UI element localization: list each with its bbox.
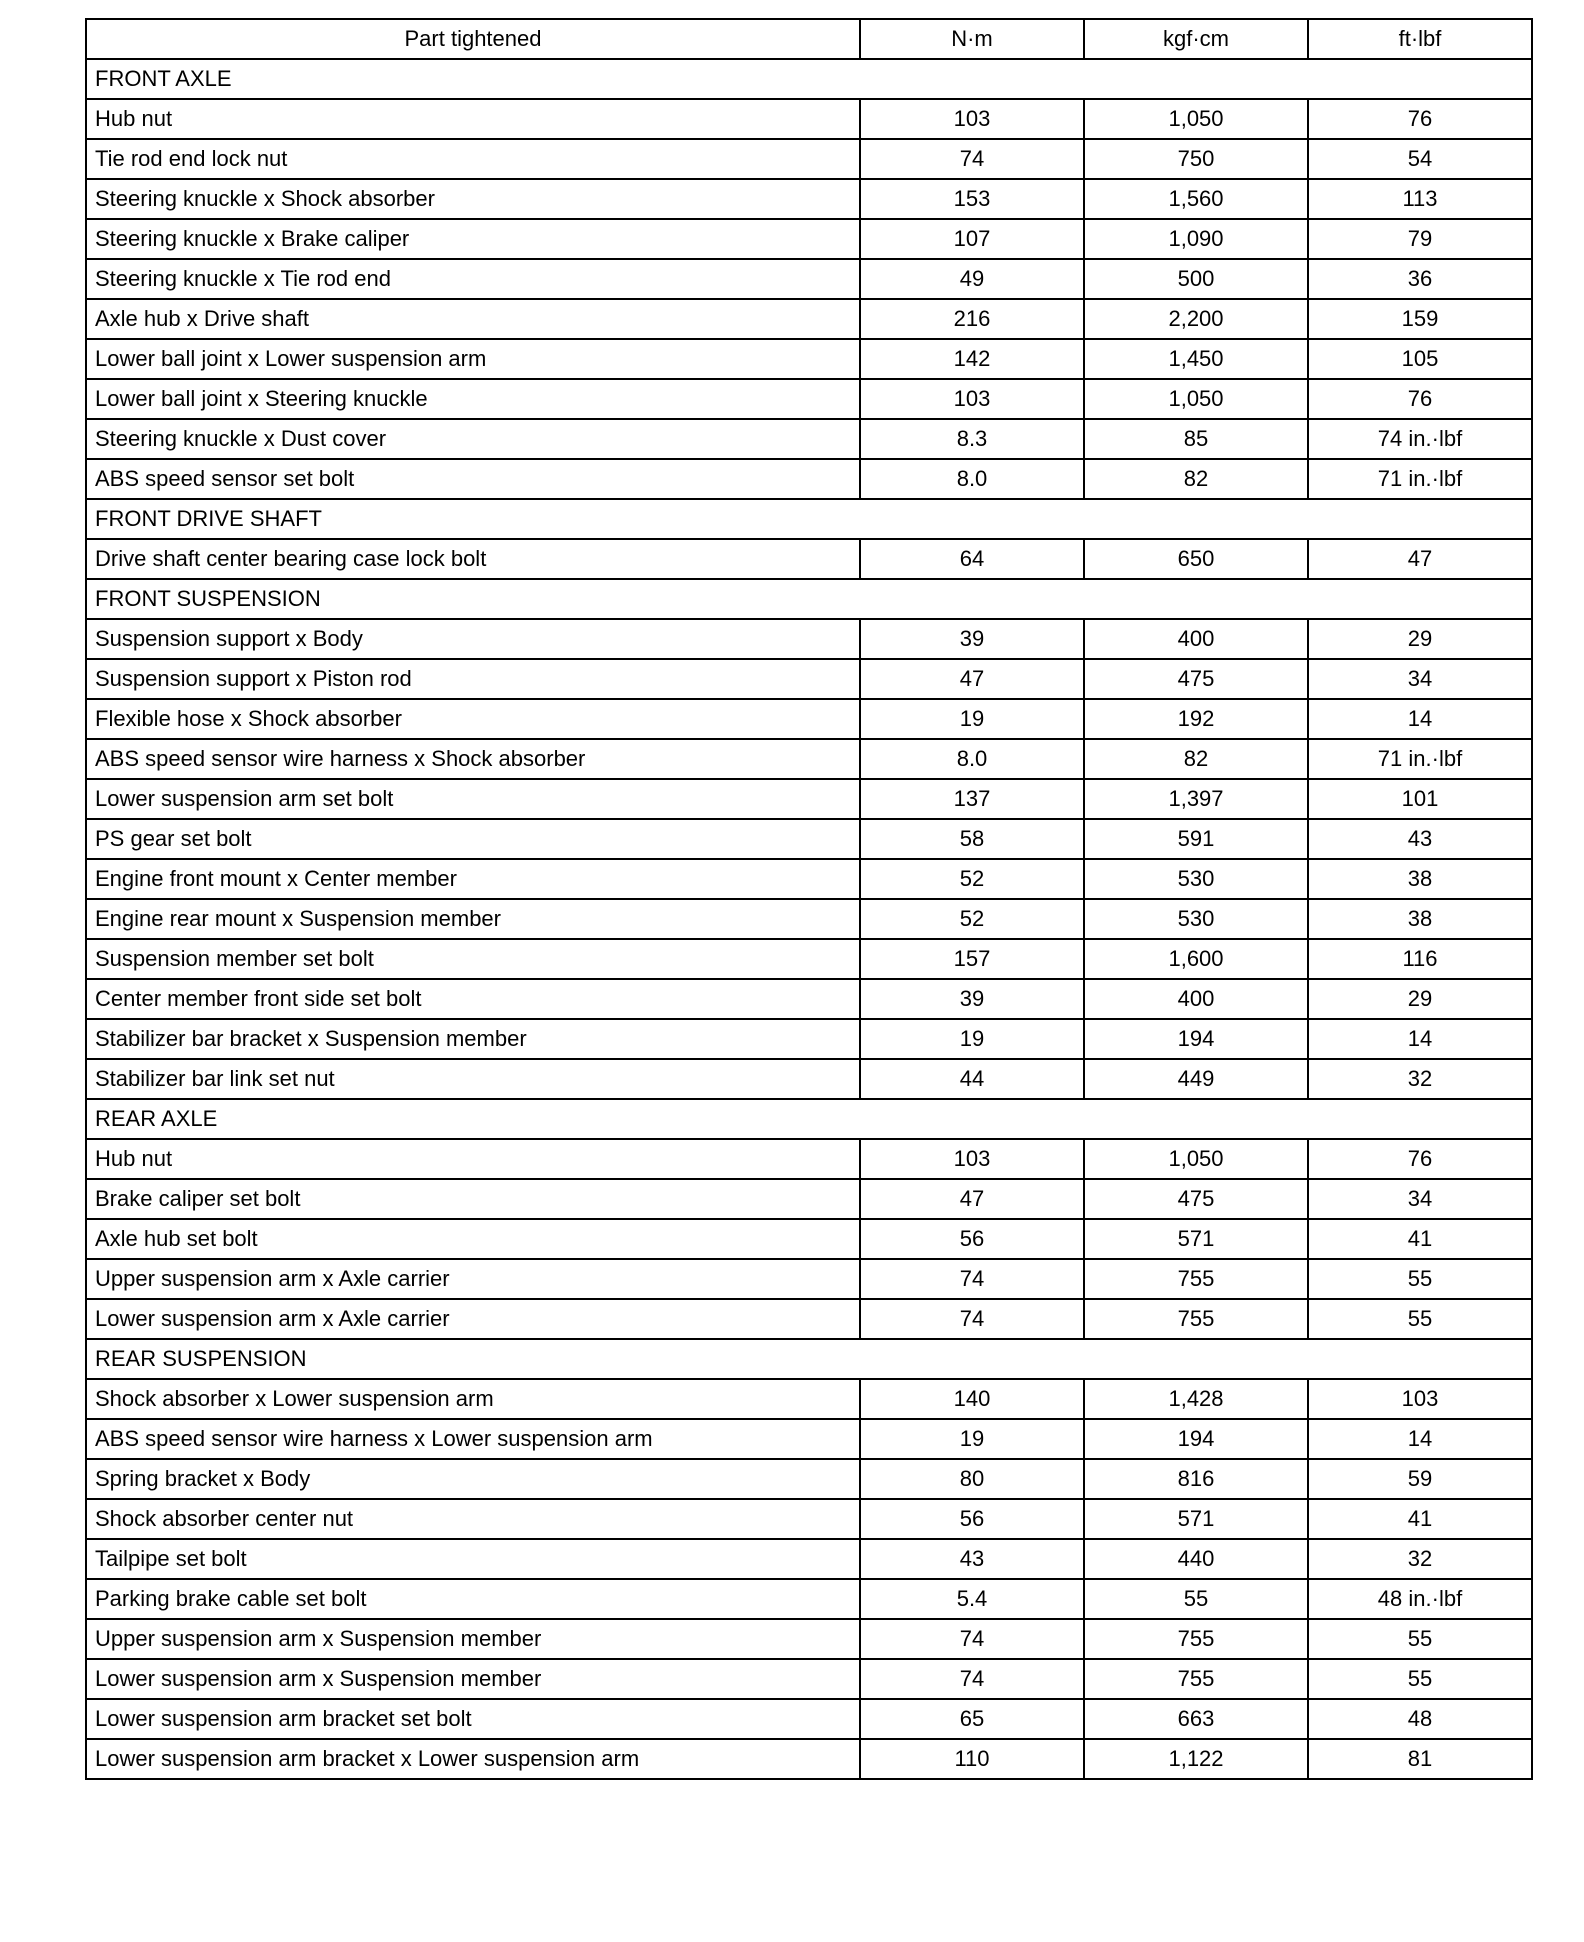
nm-cell: 80 bbox=[860, 1459, 1084, 1499]
ft-cell: 55 bbox=[1308, 1659, 1532, 1699]
kgf-cell: 440 bbox=[1084, 1539, 1308, 1579]
ft-cell: 76 bbox=[1308, 99, 1532, 139]
kgf-cell: 85 bbox=[1084, 419, 1308, 459]
table-row bbox=[86, 739, 1532, 779]
kgf-cell: 755 bbox=[1084, 1659, 1308, 1699]
section-row bbox=[86, 1339, 1532, 1379]
part-cell: Axle hub x Drive shaft bbox=[86, 299, 860, 339]
table-row bbox=[86, 1539, 1532, 1579]
nm-cell: 47 bbox=[860, 659, 1084, 699]
ft-cell: 32 bbox=[1308, 1059, 1532, 1099]
kgf-cell: 1,397 bbox=[1084, 779, 1308, 819]
part-cell: Stabilizer bar bracket x Suspension member bbox=[86, 1019, 860, 1059]
kgf-cell: 1,600 bbox=[1084, 939, 1308, 979]
table-row bbox=[86, 1259, 1532, 1299]
ft-cell: 41 bbox=[1308, 1219, 1532, 1259]
section-title: REAR AXLE bbox=[86, 1099, 1532, 1139]
table-row bbox=[86, 1619, 1532, 1659]
nm-cell: 110 bbox=[860, 1739, 1084, 1779]
kgf-cell: 530 bbox=[1084, 859, 1308, 899]
table-row bbox=[86, 339, 1532, 379]
section-row bbox=[86, 579, 1532, 619]
table-row bbox=[86, 1739, 1532, 1779]
part-cell: Tie rod end lock nut bbox=[86, 139, 860, 179]
kgf-cell: 755 bbox=[1084, 1619, 1308, 1659]
ft-cell: 14 bbox=[1308, 1419, 1532, 1459]
ft-cell: 54 bbox=[1308, 139, 1532, 179]
part-cell: Stabilizer bar link set nut bbox=[86, 1059, 860, 1099]
table-header-row bbox=[86, 19, 1532, 59]
nm-cell: 74 bbox=[860, 139, 1084, 179]
nm-cell: 140 bbox=[860, 1379, 1084, 1419]
section-title: FRONT AXLE bbox=[86, 59, 1532, 99]
table-row bbox=[86, 979, 1532, 1019]
nm-cell: 49 bbox=[860, 259, 1084, 299]
kgf-cell: 2,200 bbox=[1084, 299, 1308, 339]
part-cell: Steering knuckle x Dust cover bbox=[86, 419, 860, 459]
torque-spec-table bbox=[85, 18, 1533, 1780]
nm-cell: 74 bbox=[860, 1619, 1084, 1659]
table-row bbox=[86, 259, 1532, 299]
kgf-cell: 663 bbox=[1084, 1699, 1308, 1739]
table-row bbox=[86, 819, 1532, 859]
ft-cell: 76 bbox=[1308, 1139, 1532, 1179]
ft-cell: 34 bbox=[1308, 1179, 1532, 1219]
table-row bbox=[86, 1699, 1532, 1739]
section-row bbox=[86, 1099, 1532, 1139]
nm-cell: 39 bbox=[860, 979, 1084, 1019]
table-row bbox=[86, 1379, 1532, 1419]
part-cell: Engine front mount x Center member bbox=[86, 859, 860, 899]
ft-cell: 71 in.·lbf bbox=[1308, 459, 1532, 499]
kgf-cell: 500 bbox=[1084, 259, 1308, 299]
part-cell: Lower ball joint x Lower suspension arm bbox=[86, 339, 860, 379]
ft-cell: 59 bbox=[1308, 1459, 1532, 1499]
kgf-cell: 530 bbox=[1084, 899, 1308, 939]
table-row bbox=[86, 1019, 1532, 1059]
kgf-cell: 1,090 bbox=[1084, 219, 1308, 259]
part-cell: Steering knuckle x Tie rod end bbox=[86, 259, 860, 299]
ft-cell: 29 bbox=[1308, 619, 1532, 659]
table-row bbox=[86, 899, 1532, 939]
table-row bbox=[86, 179, 1532, 219]
nm-cell: 216 bbox=[860, 299, 1084, 339]
table-row bbox=[86, 1299, 1532, 1339]
part-cell: Tailpipe set bolt bbox=[86, 1539, 860, 1579]
kgf-cell: 400 bbox=[1084, 979, 1308, 1019]
kgf-cell: 1,450 bbox=[1084, 339, 1308, 379]
nm-cell: 52 bbox=[860, 859, 1084, 899]
part-cell: ABS speed sensor wire harness x Lower suspension arm bbox=[86, 1419, 860, 1459]
table-row bbox=[86, 1659, 1532, 1699]
part-cell: Lower suspension arm x Suspension member bbox=[86, 1659, 860, 1699]
ft-cell: 101 bbox=[1308, 779, 1532, 819]
part-cell: Lower suspension arm x Axle carrier bbox=[86, 1299, 860, 1339]
nm-cell: 52 bbox=[860, 899, 1084, 939]
table-row bbox=[86, 1179, 1532, 1219]
nm-cell: 56 bbox=[860, 1499, 1084, 1539]
ft-cell: 159 bbox=[1308, 299, 1532, 339]
table-row bbox=[86, 1579, 1532, 1619]
table-row bbox=[86, 1219, 1532, 1259]
ft-cell: 29 bbox=[1308, 979, 1532, 1019]
ft-cell: 48 in.·lbf bbox=[1308, 1579, 1532, 1619]
kgf-cell: 755 bbox=[1084, 1259, 1308, 1299]
ft-cell: 81 bbox=[1308, 1739, 1532, 1779]
ft-cell: 105 bbox=[1308, 339, 1532, 379]
ft-cell: 116 bbox=[1308, 939, 1532, 979]
part-cell: Steering knuckle x Shock absorber bbox=[86, 179, 860, 219]
part-cell: Upper suspension arm x Axle carrier bbox=[86, 1259, 860, 1299]
kgf-cell: 192 bbox=[1084, 699, 1308, 739]
nm-cell: 103 bbox=[860, 1139, 1084, 1179]
table-row bbox=[86, 1139, 1532, 1179]
kgf-cell: 816 bbox=[1084, 1459, 1308, 1499]
part-cell: Drive shaft center bearing case lock bolt bbox=[86, 539, 860, 579]
kgf-cell: 475 bbox=[1084, 659, 1308, 699]
table-row bbox=[86, 139, 1532, 179]
part-cell: Shock absorber center nut bbox=[86, 1499, 860, 1539]
kgf-cell: 194 bbox=[1084, 1019, 1308, 1059]
part-cell: Center member front side set bolt bbox=[86, 979, 860, 1019]
ft-cell: 79 bbox=[1308, 219, 1532, 259]
part-cell: Steering knuckle x Brake caliper bbox=[86, 219, 860, 259]
section-title: FRONT SUSPENSION bbox=[86, 579, 1532, 619]
nm-cell: 19 bbox=[860, 1419, 1084, 1459]
part-cell: Suspension support x Piston rod bbox=[86, 659, 860, 699]
header-ft: ft·lbf bbox=[1308, 19, 1532, 59]
kgf-cell: 400 bbox=[1084, 619, 1308, 659]
section-row bbox=[86, 59, 1532, 99]
nm-cell: 107 bbox=[860, 219, 1084, 259]
kgf-cell: 571 bbox=[1084, 1219, 1308, 1259]
nm-cell: 5.4 bbox=[860, 1579, 1084, 1619]
header-nm: N·m bbox=[860, 19, 1084, 59]
part-cell: ABS speed sensor wire harness x Shock absorber bbox=[86, 739, 860, 779]
part-cell: ABS speed sensor set bolt bbox=[86, 459, 860, 499]
ft-cell: 55 bbox=[1308, 1259, 1532, 1299]
section-row bbox=[86, 499, 1532, 539]
part-cell: Lower suspension arm set bolt bbox=[86, 779, 860, 819]
ft-cell: 103 bbox=[1308, 1379, 1532, 1419]
part-cell: PS gear set bolt bbox=[86, 819, 860, 859]
section-title: FRONT DRIVE SHAFT bbox=[86, 499, 1532, 539]
table-row bbox=[86, 379, 1532, 419]
header-kgf: kgf·cm bbox=[1084, 19, 1308, 59]
kgf-cell: 1,050 bbox=[1084, 1139, 1308, 1179]
kgf-cell: 750 bbox=[1084, 139, 1308, 179]
table-row bbox=[86, 1059, 1532, 1099]
table-row bbox=[86, 219, 1532, 259]
part-cell: Suspension member set bolt bbox=[86, 939, 860, 979]
ft-cell: 41 bbox=[1308, 1499, 1532, 1539]
part-cell: Shock absorber x Lower suspension arm bbox=[86, 1379, 860, 1419]
table-row bbox=[86, 1459, 1532, 1499]
part-cell: Brake caliper set bolt bbox=[86, 1179, 860, 1219]
part-cell: Upper suspension arm x Suspension member bbox=[86, 1619, 860, 1659]
kgf-cell: 571 bbox=[1084, 1499, 1308, 1539]
part-cell: Suspension support x Body bbox=[86, 619, 860, 659]
ft-cell: 113 bbox=[1308, 179, 1532, 219]
table-row bbox=[86, 419, 1532, 459]
nm-cell: 8.0 bbox=[860, 739, 1084, 779]
ft-cell: 47 bbox=[1308, 539, 1532, 579]
kgf-cell: 1,050 bbox=[1084, 379, 1308, 419]
part-cell: Parking brake cable set bolt bbox=[86, 1579, 860, 1619]
part-cell: Lower suspension arm bracket x Lower suspension arm bbox=[86, 1739, 860, 1779]
nm-cell: 19 bbox=[860, 1019, 1084, 1059]
table-row bbox=[86, 619, 1532, 659]
nm-cell: 8.0 bbox=[860, 459, 1084, 499]
header-part: Part tightened bbox=[86, 19, 860, 59]
ft-cell: 38 bbox=[1308, 899, 1532, 939]
section-title: REAR SUSPENSION bbox=[86, 1339, 1532, 1379]
ft-cell: 32 bbox=[1308, 1539, 1532, 1579]
table-row bbox=[86, 459, 1532, 499]
table-row bbox=[86, 299, 1532, 339]
kgf-cell: 650 bbox=[1084, 539, 1308, 579]
ft-cell: 14 bbox=[1308, 1019, 1532, 1059]
nm-cell: 137 bbox=[860, 779, 1084, 819]
table-row bbox=[86, 859, 1532, 899]
table-body bbox=[86, 59, 1532, 1779]
table-row bbox=[86, 1499, 1532, 1539]
ft-cell: 34 bbox=[1308, 659, 1532, 699]
kgf-cell: 55 bbox=[1084, 1579, 1308, 1619]
part-cell: Hub nut bbox=[86, 1139, 860, 1179]
table-row bbox=[86, 1419, 1532, 1459]
nm-cell: 142 bbox=[860, 339, 1084, 379]
nm-cell: 58 bbox=[860, 819, 1084, 859]
ft-cell: 55 bbox=[1308, 1619, 1532, 1659]
kgf-cell: 591 bbox=[1084, 819, 1308, 859]
part-cell: Axle hub set bolt bbox=[86, 1219, 860, 1259]
nm-cell: 74 bbox=[860, 1299, 1084, 1339]
table-row bbox=[86, 539, 1532, 579]
ft-cell: 43 bbox=[1308, 819, 1532, 859]
part-cell: Hub nut bbox=[86, 99, 860, 139]
nm-cell: 153 bbox=[860, 179, 1084, 219]
table-row bbox=[86, 779, 1532, 819]
kgf-cell: 449 bbox=[1084, 1059, 1308, 1099]
table-row bbox=[86, 699, 1532, 739]
kgf-cell: 82 bbox=[1084, 459, 1308, 499]
kgf-cell: 1,050 bbox=[1084, 99, 1308, 139]
part-cell: Spring bracket x Body bbox=[86, 1459, 860, 1499]
nm-cell: 65 bbox=[860, 1699, 1084, 1739]
kgf-cell: 475 bbox=[1084, 1179, 1308, 1219]
part-cell: Flexible hose x Shock absorber bbox=[86, 699, 860, 739]
nm-cell: 8.3 bbox=[860, 419, 1084, 459]
part-cell: Lower ball joint x Steering knuckle bbox=[86, 379, 860, 419]
kgf-cell: 194 bbox=[1084, 1419, 1308, 1459]
nm-cell: 56 bbox=[860, 1219, 1084, 1259]
ft-cell: 74 in.·lbf bbox=[1308, 419, 1532, 459]
ft-cell: 71 in.·lbf bbox=[1308, 739, 1532, 779]
kgf-cell: 755 bbox=[1084, 1299, 1308, 1339]
nm-cell: 19 bbox=[860, 699, 1084, 739]
nm-cell: 74 bbox=[860, 1659, 1084, 1699]
part-cell: Lower suspension arm bracket set bolt bbox=[86, 1699, 860, 1739]
table-row bbox=[86, 99, 1532, 139]
kgf-cell: 82 bbox=[1084, 739, 1308, 779]
kgf-cell: 1,122 bbox=[1084, 1739, 1308, 1779]
nm-cell: 157 bbox=[860, 939, 1084, 979]
nm-cell: 103 bbox=[860, 379, 1084, 419]
nm-cell: 103 bbox=[860, 99, 1084, 139]
nm-cell: 47 bbox=[860, 1179, 1084, 1219]
nm-cell: 39 bbox=[860, 619, 1084, 659]
nm-cell: 44 bbox=[860, 1059, 1084, 1099]
nm-cell: 64 bbox=[860, 539, 1084, 579]
nm-cell: 43 bbox=[860, 1539, 1084, 1579]
table-row bbox=[86, 939, 1532, 979]
ft-cell: 55 bbox=[1308, 1299, 1532, 1339]
ft-cell: 76 bbox=[1308, 379, 1532, 419]
ft-cell: 48 bbox=[1308, 1699, 1532, 1739]
ft-cell: 14 bbox=[1308, 699, 1532, 739]
kgf-cell: 1,428 bbox=[1084, 1379, 1308, 1419]
ft-cell: 38 bbox=[1308, 859, 1532, 899]
part-cell: Engine rear mount x Suspension member bbox=[86, 899, 860, 939]
table-row bbox=[86, 659, 1532, 699]
ft-cell: 36 bbox=[1308, 259, 1532, 299]
nm-cell: 74 bbox=[860, 1259, 1084, 1299]
kgf-cell: 1,560 bbox=[1084, 179, 1308, 219]
